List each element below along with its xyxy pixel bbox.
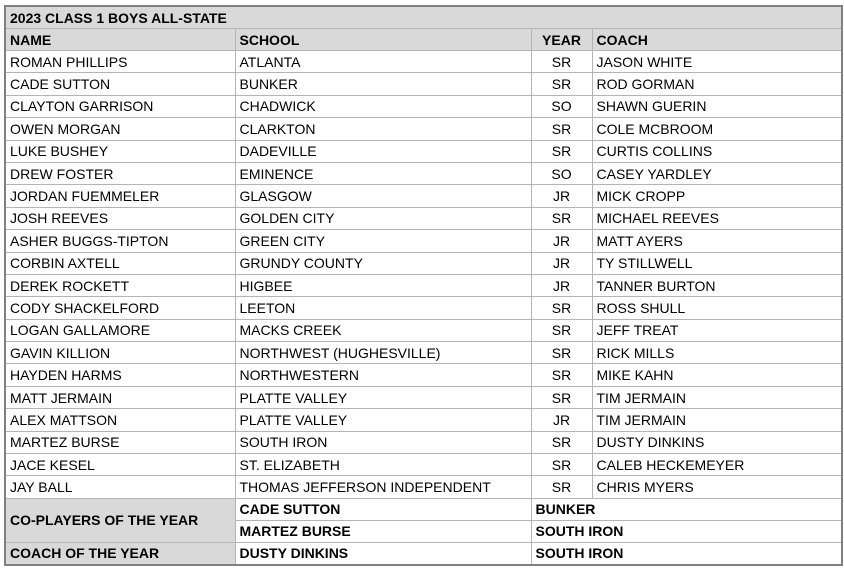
player-year: SR — [531, 386, 592, 408]
player-school: ATLANTA — [235, 51, 531, 73]
player-coach: MIKE KAHN — [592, 364, 842, 386]
player-name: JACE KESEL — [5, 454, 235, 476]
player-school: NORTHWESTERN — [235, 364, 531, 386]
table-row — [5, 454, 842, 476]
player-school: SOUTH IRON — [235, 431, 531, 453]
coach-of-year-school: SOUTH IRON — [531, 542, 842, 565]
player-coach: SHAWN GUERIN — [592, 95, 842, 117]
player-coach: ROD GORMAN — [592, 73, 842, 95]
player-year: SR — [531, 118, 592, 140]
table-row — [5, 386, 842, 408]
player-school: CHADWICK — [235, 95, 531, 117]
table-row — [5, 230, 842, 252]
table-row — [5, 319, 842, 341]
player-name: OWEN MORGAN — [5, 118, 235, 140]
title-row — [5, 6, 842, 29]
table-row — [5, 95, 842, 117]
player-coach: RICK MILLS — [592, 342, 842, 364]
player-name: CODY SHACKELFORD — [5, 297, 235, 319]
player-school: ST. ELIZABETH — [235, 454, 531, 476]
player-coach: TANNER BURTON — [592, 274, 842, 296]
player-year: JR — [531, 274, 592, 296]
co-player-school: SOUTH IRON — [531, 520, 842, 542]
player-coach: TIM JERMAIN — [592, 409, 842, 431]
player-coach: MICK CROPP — [592, 185, 842, 207]
player-year: SR — [531, 297, 592, 319]
table-row — [5, 409, 842, 431]
player-school: GRUNDY COUNTY — [235, 252, 531, 274]
player-name: MATT JERMAIN — [5, 386, 235, 408]
player-name: ASHER BUGGS-TIPTON — [5, 230, 235, 252]
player-year: SR — [531, 140, 592, 162]
player-school: PLATTE VALLEY — [235, 409, 531, 431]
player-year: SR — [531, 342, 592, 364]
table-row — [5, 185, 842, 207]
player-name: CADE SUTTON — [5, 73, 235, 95]
player-year: JR — [531, 230, 592, 252]
player-coach: TY STILLWELL — [592, 252, 842, 274]
player-name: JAY BALL — [5, 476, 235, 498]
player-year: SR — [531, 319, 592, 341]
player-year: SO — [531, 162, 592, 184]
player-name: LUKE BUSHEY — [5, 140, 235, 162]
co-player-school: BUNKER — [531, 498, 842, 520]
coach-of-year-row — [5, 542, 842, 565]
player-school: GREEN CITY — [235, 230, 531, 252]
table-row — [5, 140, 842, 162]
header-row — [5, 29, 842, 51]
table-row — [5, 252, 842, 274]
player-year: SR — [531, 476, 592, 498]
player-name: LOGAN GALLAMORE — [5, 319, 235, 341]
player-school: THOMAS JEFFERSON INDEPENDENT — [235, 476, 531, 498]
player-coach: CALEB HECKEMEYER — [592, 454, 842, 476]
player-coach: COLE MCBROOM — [592, 118, 842, 140]
table-row — [5, 51, 842, 73]
player-year: SR — [531, 431, 592, 453]
header-year: YEAR — [531, 29, 592, 51]
player-year: SR — [531, 51, 592, 73]
table-row — [5, 476, 842, 498]
player-coach: MATT AYERS — [592, 230, 842, 252]
table-row — [5, 73, 842, 95]
player-coach: JASON WHITE — [592, 51, 842, 73]
player-coach: JEFF TREAT — [592, 319, 842, 341]
player-year: SR — [531, 207, 592, 229]
co-player-name: CADE SUTTON — [235, 498, 531, 520]
player-coach: CHRIS MYERS — [592, 476, 842, 498]
all-state-table — [4, 5, 843, 566]
coach-of-year-label: COACH OF THE YEAR — [5, 542, 235, 565]
player-coach: DUSTY DINKINS — [592, 431, 842, 453]
player-school: DADEVILLE — [235, 140, 531, 162]
player-year: SR — [531, 454, 592, 476]
player-school: MACKS CREEK — [235, 319, 531, 341]
player-name: JOSH REEVES — [5, 207, 235, 229]
player-name: GAVIN KILLION — [5, 342, 235, 364]
player-school: EMINENCE — [235, 162, 531, 184]
header-name: NAME — [5, 29, 235, 51]
table-row — [5, 297, 842, 319]
table-row — [5, 162, 842, 184]
player-year: JR — [531, 252, 592, 274]
player-year: SO — [531, 95, 592, 117]
player-name: DEREK ROCKETT — [5, 274, 235, 296]
table-row — [5, 342, 842, 364]
player-coach: CASEY YARDLEY — [592, 162, 842, 184]
player-name: ROMAN PHILLIPS — [5, 51, 235, 73]
table-row — [5, 118, 842, 140]
player-school: LEETON — [235, 297, 531, 319]
table-row — [5, 274, 842, 296]
player-coach: MICHAEL REEVES — [592, 207, 842, 229]
header-coach: COACH — [592, 29, 842, 51]
player-coach: TIM JERMAIN — [592, 386, 842, 408]
player-coach: CURTIS COLLINS — [592, 140, 842, 162]
co-player-row — [5, 498, 842, 520]
player-year: SR — [531, 73, 592, 95]
player-school: GOLDEN CITY — [235, 207, 531, 229]
co-players-label: CO-PLAYERS OF THE YEAR — [5, 498, 235, 542]
player-name: JORDAN FUEMMELER — [5, 185, 235, 207]
player-name: CLAYTON GARRISON — [5, 95, 235, 117]
player-year: JR — [531, 185, 592, 207]
coach-of-year-name: DUSTY DINKINS — [235, 542, 531, 565]
player-school: PLATTE VALLEY — [235, 386, 531, 408]
player-school: BUNKER — [235, 73, 531, 95]
player-name: ALEX MATTSON — [5, 409, 235, 431]
player-year: JR — [531, 409, 592, 431]
co-player-name: MARTEZ BURSE — [235, 520, 531, 542]
sheet-title: 2023 CLASS 1 BOYS ALL-STATE — [5, 6, 842, 29]
player-school: NORTHWEST (HUGHESVILLE) — [235, 342, 531, 364]
player-school: CLARKTON — [235, 118, 531, 140]
player-name: MARTEZ BURSE — [5, 431, 235, 453]
table-row — [5, 364, 842, 386]
player-school: HIGBEE — [235, 274, 531, 296]
player-school: GLASGOW — [235, 185, 531, 207]
table-row — [5, 207, 842, 229]
table-row — [5, 431, 842, 453]
header-school: SCHOOL — [235, 29, 531, 51]
player-year: SR — [531, 364, 592, 386]
player-name: DREW FOSTER — [5, 162, 235, 184]
player-name: HAYDEN HARMS — [5, 364, 235, 386]
player-name: CORBIN AXTELL — [5, 252, 235, 274]
player-coach: ROSS SHULL — [592, 297, 842, 319]
